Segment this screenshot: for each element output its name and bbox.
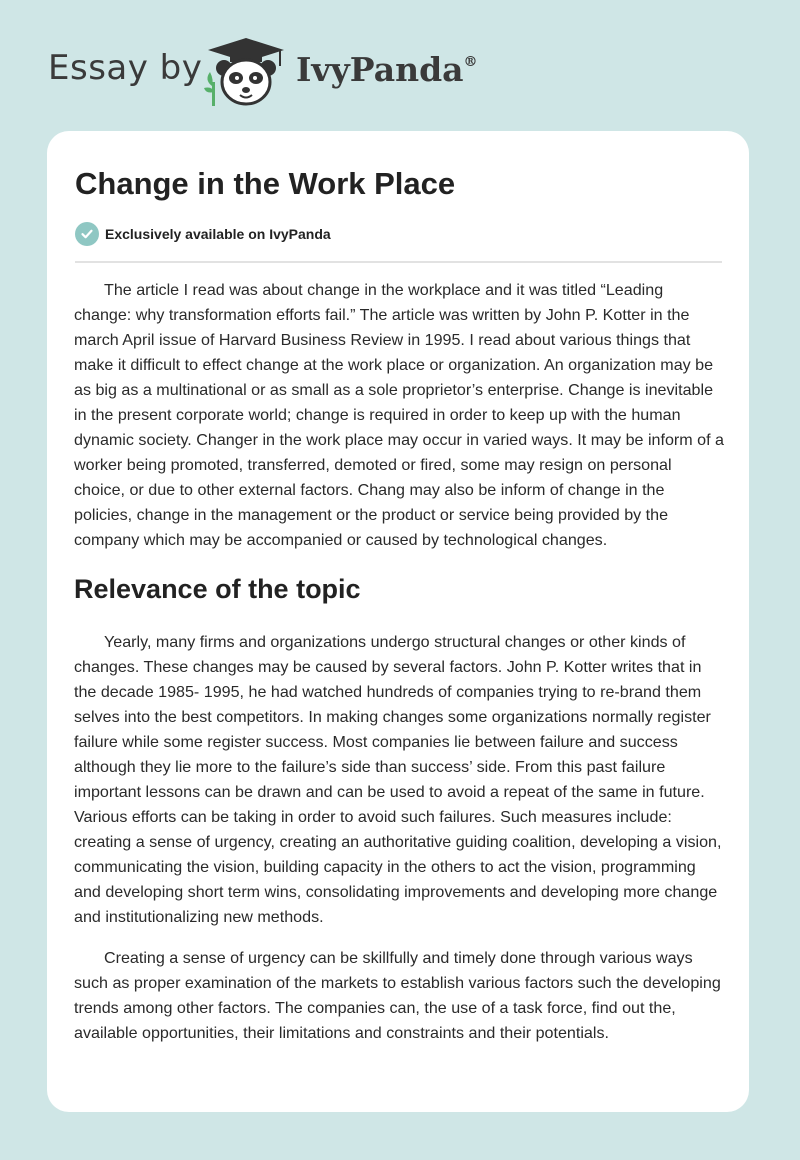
divider [75,261,722,263]
section-heading: Relevance of the topic [74,574,361,604]
registered-mark: ® [463,54,478,70]
paragraph: The article I read was about change in the workplace and it was titled “Leading change: why transformation efforts fail.” The article was written by John P. Kotter in the march April issue of Harvard Business Review in 1995. I read about various things that make it difficult to effect change at the work place or organization. An organization may be as big as a multinational or as small as a sole proprietor’s enterprise. Change is inevitable in the present corporate world; change is required in order to keep up with the human dynamic society. Changer in the work place may occur in varied ways. It may be inform of a worker being promoted, transferred, demoted or fired, some may resign on personal choice, or due to other external factors. Chang may also be inform of change in the policies, change in the management or the product or service being provided by the company which may be accompanied or caused by technological changes. [74,281,724,549]
brand-name: IvyPanda® [296,50,478,89]
paragraph: Creating a sense of urgency can be skillfully and timely done through various ways such as proper examination of the markets to establish various factors such the developing trends among other factors. The companies can, the use of a task force, find out the, available opportunities, their limitations and constraints and their potentials. [74,949,721,1042]
essay-card [47,131,749,1112]
brand-prefix: Essay by [48,48,203,88]
paragraph: Yearly, many firms and organizations undergo structural changes or other kinds of changes. These changes may be caused by several factors. John P. Kotter writes that in the decade 1985- 1995, he had watched hundreds of companies trying to re-brand them selves into the best competitors. In making changes some organizations normally register failure while some register success. Most companies lie between failure and success although they lie more to the failure’s side than success’ side. From this past failure important lessons can be drawn and can be used to avoid a repeat of the same in future. Various efforts can be taking in order to avoid such failures. Such measures include: creating a sense of urgency, creating an authoritative guiding coalition, developing a vision, communicating the vision, building capacity in the others to act the vision, programming and developing short term wins, consolidating improvements and developing more change and institutionalizing new methods. [74,633,722,926]
page-title: Change in the Work Place [75,166,456,201]
exclusive-badge [75,221,331,247]
panda-graduate-logo-icon[interactable] [200,36,292,108]
essay-body [74,278,724,1046]
check-circle-icon [75,222,99,246]
exclusive-badge-text: Exclusively available on IvyPanda [105,226,331,242]
site-header [0,0,800,130]
